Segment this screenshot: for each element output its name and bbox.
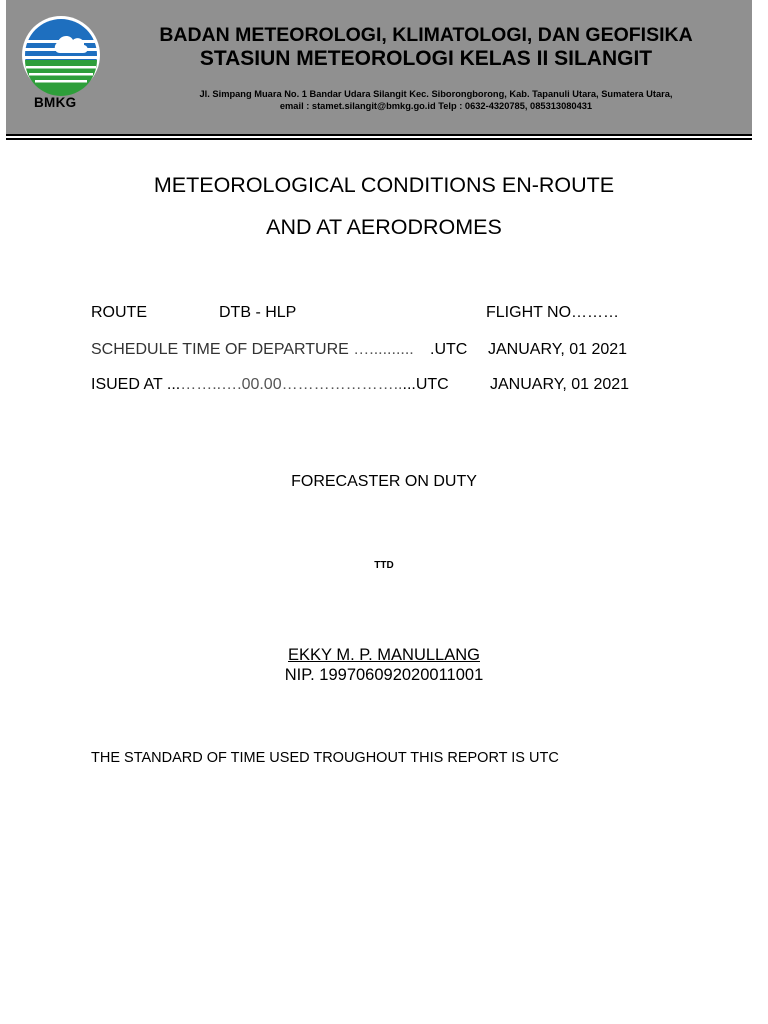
bmkg-logo-icon (20, 14, 102, 96)
signature-mark: TTD (374, 560, 394, 571)
logo-text: BMKG (34, 95, 77, 110)
schedule-label (91, 341, 414, 359)
contact-line: email : stamet.silangit@bmkg.go.id Telp : 0632-4320785, 085313080431 (279, 101, 593, 111)
station-name: STASIUN METEOROLOGI KELAS II SILANGIT (199, 47, 653, 70)
issued-label (91, 376, 449, 394)
agency-name: BADAN METEOROLOGI, KLIMATOLOGI, DAN GEOFISIKA (159, 24, 693, 46)
issued-utc: ...UTC (402, 376, 449, 393)
document-title: METEOROLOGICAL CONDITIONS EN-ROUTE (153, 173, 615, 197)
header-divider (6, 134, 752, 136)
issued-dots: ……..…. (180, 376, 242, 393)
issued-dots: ………………….. (281, 376, 403, 393)
schedule-label-text: SCHEDULE TIME OF DEPARTURE (91, 341, 349, 358)
route-label: ROUTE (91, 304, 147, 321)
address-line: Jl. Simpang Muara No. 1 Bandar Udara Silangit Kec. Siborongborong, Kab. Tapanuli Utara, Sumatera Utara, (199, 89, 673, 99)
issued-prefix: ISUED AT ... (91, 376, 181, 393)
time-standard-note: THE STANDARD OF TIME USED TROUGHOUT THIS REPORT IS UTC (91, 750, 559, 766)
schedule-dots: ….......... (348, 341, 414, 358)
letterhead (6, 0, 752, 134)
route-value: DTB - HLP (219, 304, 297, 321)
forecaster-name (0, 646, 768, 665)
forecaster-label: FORECASTER ON DUTY (291, 473, 477, 490)
issued-time: 00.00 (241, 376, 282, 393)
flight-number: FLIGHT NO……… (486, 304, 620, 321)
forecaster-nip: NIP. 199706092020011001 (284, 666, 484, 684)
issued-date: JANUARY, 01 2021 (490, 376, 630, 393)
schedule-utc: .UTC (430, 341, 468, 358)
header-divider (6, 138, 752, 140)
schedule-date: JANUARY, 01 2021 (488, 341, 628, 358)
forecaster-name-text: EKKY M. P. MANULLANG (288, 646, 480, 664)
document-title: AND AT AERODROMES (266, 215, 502, 239)
